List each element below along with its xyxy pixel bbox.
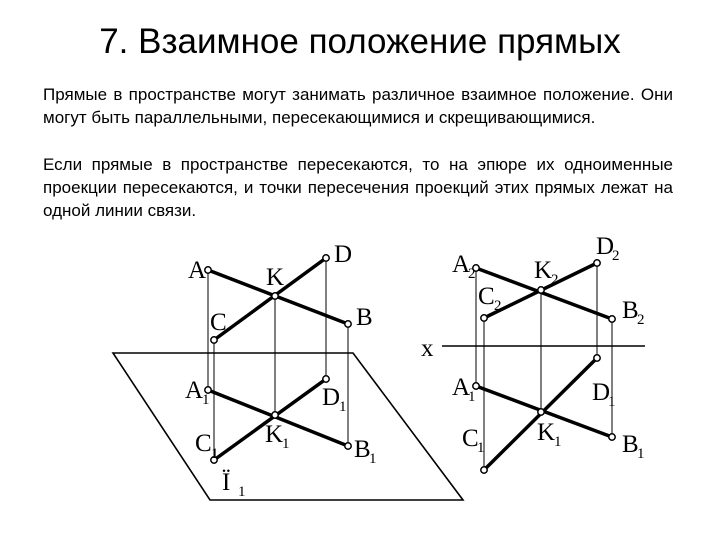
label-A2: A [452,251,471,278]
label-x: x [421,335,434,362]
label-A1-epure: A [452,374,471,401]
label-C2-sub: 2 [494,298,502,314]
label-D2-sub: 2 [612,248,620,264]
projection-plane [113,353,463,500]
label-C1-epure: C [462,425,479,452]
label-D1-epure-sub: 1 [608,394,616,410]
label-C1-sub: 1 [211,446,219,462]
label-K2-sub: 2 [551,272,559,288]
label-A1-epure-sub: 1 [468,389,476,405]
label-A2-sub: 2 [468,266,476,282]
label-B: B [356,304,373,331]
label-K1-sub: 1 [282,436,290,452]
label-D2: D [596,233,615,260]
label-C2: C [478,283,495,310]
label-K: K [266,264,285,291]
slide-title: 7. Взаимное положение прямых [99,22,621,61]
label-B1-epure: B [622,431,639,458]
paragraph-2: Если прямые в пространстве пересекаются, то на эпюре их одноименные проекции пересекаются, и точки пересечения проекций этих прямых лежат на одной линии связи. [43,155,673,220]
label-B1: B [354,436,371,463]
label-A1-sub: 1 [202,392,210,408]
label-A1: A [185,377,204,404]
label-B2: B [622,297,639,324]
label-B1-epure-sub: 1 [637,446,645,462]
label-K1: K [265,421,284,448]
label-D1: D [322,384,341,411]
label-B1-sub: 1 [369,451,377,467]
label-D: D [334,241,353,268]
label-C1: C [195,430,212,457]
label-plane-sub: 1 [238,484,246,500]
label-D1-sub: 1 [339,399,347,415]
paragraph-1: Прямые в пространстве могут занимать различное взаимное положение. Они могут быть параллельными, пересекающимися и скрещивающимися. [43,85,673,127]
label-K1-epure: K [537,419,556,446]
label-A: A [188,257,207,284]
label-plane: Ï [222,469,231,496]
right-figure [421,233,645,473]
label-D1-epure: D [592,379,611,406]
label-C1-epure-sub: 1 [477,440,485,456]
label-C: C [210,309,227,336]
label-K1-epure-sub: 1 [554,434,562,450]
left-figure [113,241,463,500]
label-K2: K [534,257,553,284]
label-B2-sub: 2 [637,312,645,328]
